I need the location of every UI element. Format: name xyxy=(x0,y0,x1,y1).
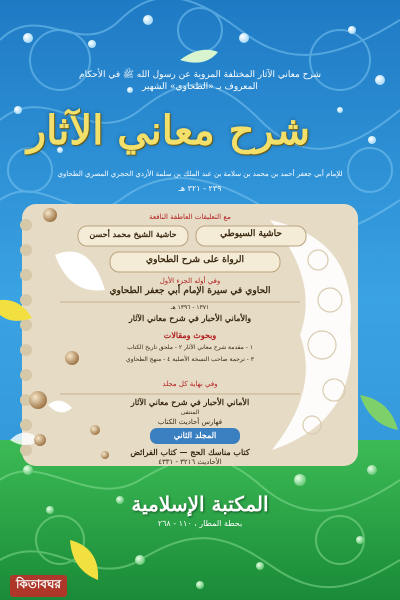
entry-3-sub: المنتقى xyxy=(180,409,200,416)
annotation-second: الرواة على شرح الطحاوي xyxy=(146,255,244,265)
subtitle-line-2: المعروف بـ «الطحاوي» الشهير xyxy=(142,82,258,92)
entry-2: والأماني الأحبار في شرح معاني الآثار xyxy=(128,313,252,323)
annotations-heading: مع التعليقات العاطفة النافعة xyxy=(149,213,231,221)
entry-4: فهارس أحاديث الكتاب xyxy=(157,418,223,426)
book-title: شرح معاني الآثار xyxy=(26,107,310,154)
entry-3: الأماني الأحبار في شرح معاني الآثار xyxy=(130,397,250,407)
annotation-right: حاشية السيوطي xyxy=(220,229,282,239)
store-watermark: কিতাবঘর xyxy=(10,575,67,597)
articles-line-1: ١ - مقدمة شرح معاني الآثار ٢ - ملحق تاريخ الكتاب xyxy=(127,344,253,351)
annotation-left: حاشية الشيخ محمد أحسن xyxy=(89,229,177,239)
section-heading-2: وفي نهاية كل مجلد xyxy=(162,380,218,388)
volume-numbers: الأحاديث ٣٢١٦ - ٤٣٣١ xyxy=(158,458,222,466)
entry-1-dates: ١٣٧١ - ١٣٩٦ هـ xyxy=(170,304,210,311)
volume-contents: كتاب مناسك الحج — كتاب الفرائض xyxy=(130,447,250,457)
publisher-address: بحطة المطار ، ١١٠ - ٢٦٨ xyxy=(157,519,243,528)
subtitle-line-1: شرح معاني الآثار المختلفة المروية عن رسول الله ﷺ في الأحكام xyxy=(79,70,321,80)
articles-heading: وبحوث ومقالات xyxy=(163,330,217,340)
articles-line-2: ٣ - ترجمة صاحب النسخة الأصلية ٤ - منهج الطحاوي xyxy=(126,356,254,363)
author-line: للإمام أبي جعفر أحمد بن محمد بن سلامة بن عبد الملك بن سلمة الأزدي الحجري المصري الطحاوي xyxy=(57,170,343,178)
volume-label: المجلد الثاني xyxy=(173,430,217,440)
section-heading: وفي أوله الجزء الأول xyxy=(159,277,221,285)
entry-1: الحاوي في سيرة الإمام أبي جعفر الطحاوي xyxy=(109,286,271,296)
publisher-name: المكتبة الإسلامية xyxy=(131,492,269,516)
author-dates: ٢٣٩ - ٣٢١ هـ xyxy=(178,184,222,193)
